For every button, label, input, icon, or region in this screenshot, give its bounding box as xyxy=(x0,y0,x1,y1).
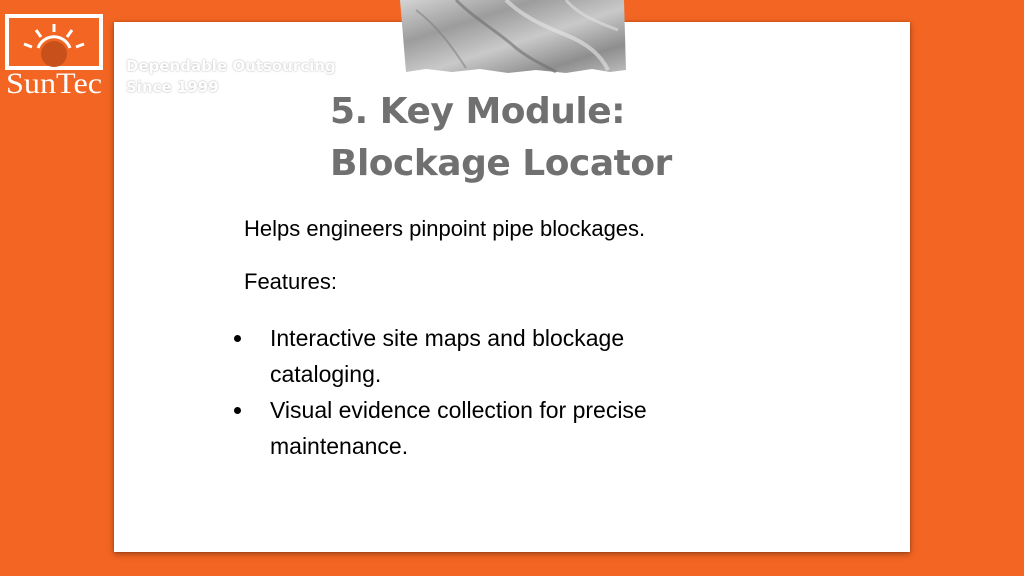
title-line-2: Blockage Locator xyxy=(330,143,672,184)
suntec-logo xyxy=(4,14,104,98)
feature-list xyxy=(232,320,740,464)
logo-text: SunTec xyxy=(6,67,102,98)
list-item xyxy=(232,392,740,464)
list-item xyxy=(232,320,740,392)
title-line-1: 5. Key Module: xyxy=(330,91,626,132)
tape-decoration xyxy=(396,0,628,74)
bullet-icon xyxy=(234,335,241,342)
tagline xyxy=(126,56,336,98)
slide-title xyxy=(330,86,672,190)
bullet-text: Visual evidence collection for precise maintenance. xyxy=(270,397,647,459)
features-label: Features: xyxy=(244,269,337,294)
tagline-line-1: Dependable Outsourcing xyxy=(126,57,336,75)
bullet-icon xyxy=(234,407,241,414)
tagline-line-2: Since 1999 xyxy=(126,78,219,96)
bullet-text: Interactive site maps and blockage cataloging. xyxy=(270,325,625,387)
sun-logo-icon xyxy=(4,14,104,98)
intro-text: Helps engineers pinpoint pipe blockages. xyxy=(244,216,646,241)
